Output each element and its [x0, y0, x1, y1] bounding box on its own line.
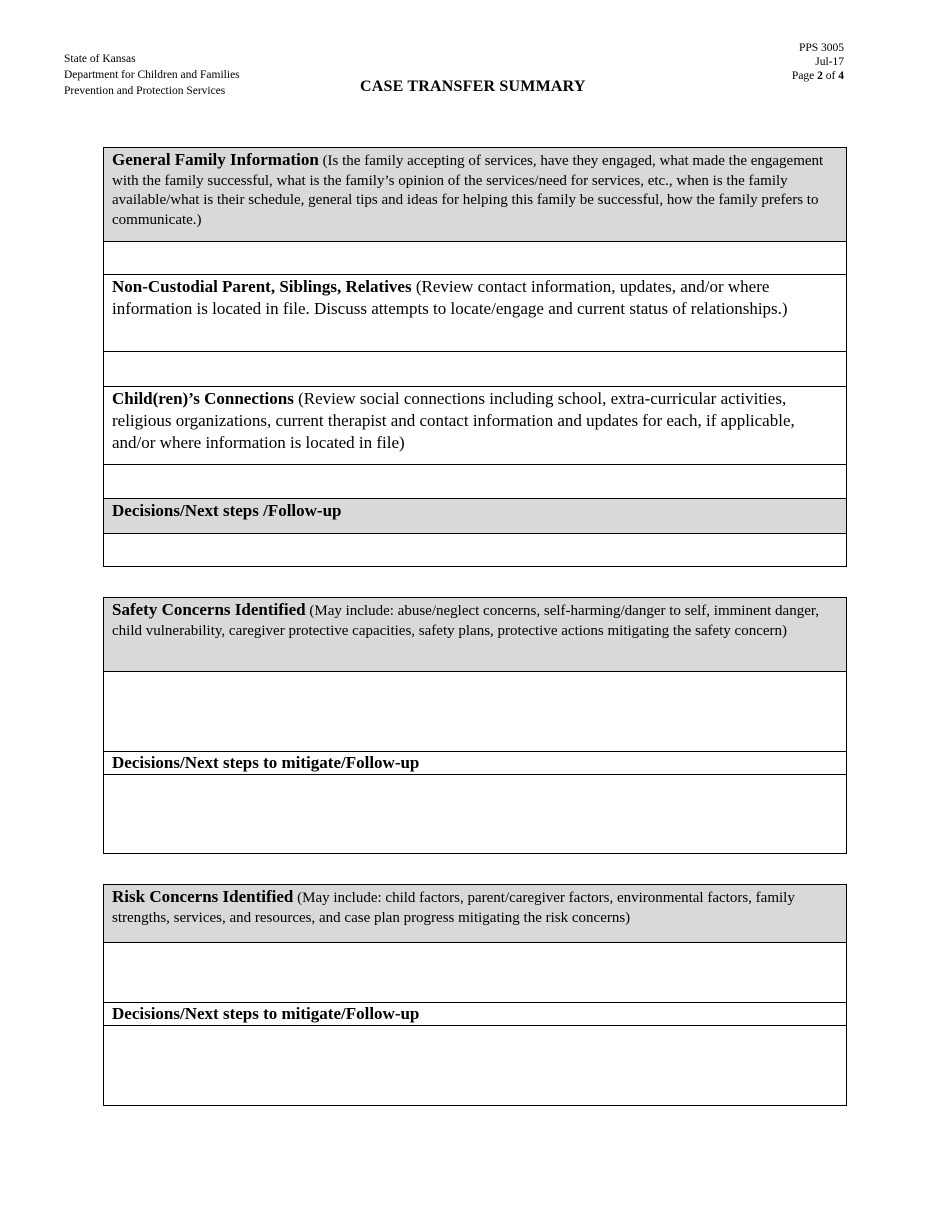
safety-table	[103, 597, 847, 854]
agency-department: Department for Children and Families	[64, 69, 240, 81]
risk-description: (May include: child factors, parent/caregiver factors, environmental factors, family strengths, services, and resources, and case plan progress mitigating the risk concerns)	[112, 890, 795, 926]
document-title: CASE TRANSFER SUMMARY	[360, 78, 586, 95]
agency-division: Prevention and Protection Services	[64, 85, 226, 97]
connections-heading: Child(ren)’s Connections	[112, 389, 294, 408]
non-custodial-heading: Non-Custodial Parent, Siblings, Relatives	[112, 277, 412, 296]
connections-prompt	[104, 387, 847, 465]
non-custodial-prompt	[104, 275, 847, 352]
agency-state: State of Kansas	[64, 53, 136, 65]
risk-heading: Risk Concerns Identified	[112, 887, 294, 906]
non-custodial-response[interactable]	[104, 352, 847, 387]
risk-table	[103, 884, 847, 1106]
page-of: of	[822, 70, 839, 82]
risk-decisions-heading: Decisions/Next steps to mitigate/Follow-up	[104, 1003, 847, 1026]
general-family-info-heading: General Family Information	[112, 150, 319, 169]
safety-description: (May include: abuse/neglect concerns, self-harming/danger to self, imminent danger, child vulnerability, caregiver protective capacities, safety plans, protective actions mitigating the safety concern)	[112, 603, 820, 639]
safety-decisions-response[interactable]	[104, 775, 847, 854]
agency-block	[64, 51, 240, 99]
safety-heading: Safety Concerns Identified	[112, 600, 306, 619]
connections-description: (Review social connections including school, extra-curricular activities, religious organizations, current therapist and contact information and updates for each, if applicable, and/or where information is located in file)	[112, 389, 795, 452]
decisions-general-response[interactable]	[104, 534, 847, 567]
safety-decisions-heading: Decisions/Next steps to mitigate/Follow-up	[104, 752, 847, 775]
page-indicator	[792, 69, 844, 83]
form-number: PPS 3005	[798, 42, 844, 54]
general-family-info-response[interactable]	[104, 242, 847, 275]
page-current: 2	[817, 70, 823, 82]
page-total: 4	[838, 70, 844, 82]
risk-response[interactable]	[104, 943, 847, 1003]
family-info-table	[103, 147, 847, 567]
safety-prompt	[104, 598, 847, 672]
risk-prompt	[104, 885, 847, 943]
page-prefix: Page	[791, 70, 818, 82]
risk-decisions-response[interactable]	[104, 1026, 847, 1106]
connections-response[interactable]	[104, 465, 847, 499]
form-revision: Jul-17	[815, 56, 844, 68]
safety-response[interactable]	[104, 672, 847, 752]
general-family-info-prompt	[104, 148, 847, 242]
decisions-general-heading: Decisions/Next steps /Follow-up	[104, 499, 847, 534]
general-family-info-description: (Is the family accepting of services, have they engaged, what made the engagement with the family successful, what is the family’s opinion of the services/need for services, etc., when is the family available/what is their schedule, general tips and ideas for helping this family be successful, how the family prefers to communicate.)	[112, 153, 824, 228]
form-meta-block	[792, 41, 844, 83]
non-custodial-description: (Review contact information, updates, and/or where information is located in file. Discuss attempts to locate/engage and current status of relationships.)	[112, 277, 788, 318]
